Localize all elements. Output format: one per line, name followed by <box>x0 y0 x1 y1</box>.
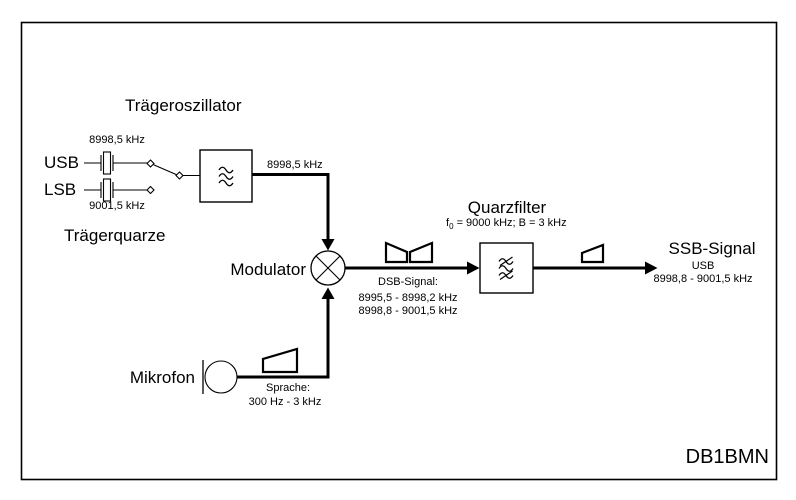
spectrum-lsb-icon <box>386 243 407 262</box>
quarzfilter-spec <box>446 217 566 231</box>
microphone-label: Mikrofon <box>129 368 195 387</box>
modulator-label: Modulator <box>230 260 306 279</box>
usb-crystal-frequency: 8998,5 kHz <box>89 134 145 146</box>
carrier-frequency-label: 8998,5 kHz <box>267 159 323 171</box>
crystals-caption: Trägerquarze <box>64 226 166 245</box>
ssb-signal-line <box>533 262 658 275</box>
microphone-icon <box>203 360 237 394</box>
quarzfilter-spec-rest: = 9000 kHz; B = 3 kHz <box>453 217 567 229</box>
arrow-right-icon <box>467 262 480 275</box>
lsb-crystal-frequency: 9001,5 kHz <box>89 200 145 212</box>
ssb-title: SSB-Signal <box>668 239 756 258</box>
lsb-crystal-label: LSB <box>44 180 77 199</box>
callsign: DB1BMN <box>685 446 769 468</box>
dsb-range-lower: 8995,5 - 8998,2 kHz <box>358 292 458 304</box>
speech-range: 300 Hz - 3 kHz <box>248 396 322 408</box>
spectrum-usb-icon <box>410 243 432 262</box>
dsb-signal-line <box>345 262 480 275</box>
ssb-mode: USB <box>691 260 715 272</box>
dsb-caption: DSB-Signal: <box>378 276 438 288</box>
spectrum-speech-icon <box>263 349 297 372</box>
speech-caption: Sprache: <box>265 382 311 394</box>
arrow-down-icon <box>322 239 335 251</box>
carrier-signal-line <box>252 175 335 251</box>
quarzfilter-title: Quarzfilter <box>467 198 547 217</box>
selector-switch-icon <box>147 160 200 194</box>
ssb-range: 8998,8 - 9001,5 kHz <box>653 273 753 285</box>
crystal-usb-icon <box>84 152 147 174</box>
quartz-filter-box <box>480 243 533 293</box>
crystal-lsb-icon <box>84 179 147 201</box>
quarzfilter-spec-f: f <box>446 217 450 229</box>
dsb-range-upper: 8998,8 - 9001,5 kHz <box>358 305 458 317</box>
quarzfilter-spec-sub: 0 <box>449 222 454 232</box>
usb-crystal-label: USB <box>44 153 79 172</box>
arrow-up-icon <box>322 288 335 300</box>
oscillator-box <box>200 150 252 202</box>
oscillator-title: Trägeroszillator <box>125 96 242 115</box>
spectrum-ssb-icon <box>582 245 603 262</box>
mixer-icon <box>311 251 345 285</box>
